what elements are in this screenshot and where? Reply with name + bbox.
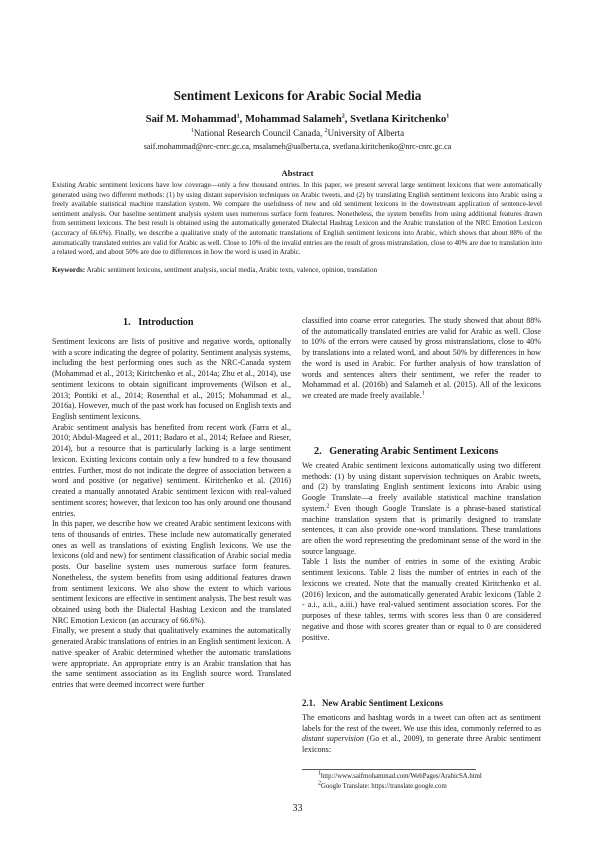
new-lexicons-paragraph [302, 713, 541, 756]
right-column-top [302, 316, 541, 402]
footnote-mark: 1 [421, 390, 425, 397]
affiliation-name: University of Alberta [327, 128, 405, 138]
footnotes [318, 772, 548, 792]
footnote-text: http://www.saifmohammad.com/WebPages/ArabicSA.html [321, 773, 482, 780]
right-column-bottom [302, 713, 541, 756]
intro-paragraph-2: Arabic sentiment analysis has benefited from recent work (Farra et al., 2010; Abdul-Mageed et al., 2011; Badaro et al., 2014; Refaee and Rieser, 2014), but a resource that is particularly lacking is a large sentiment lexicon. Existing lexicons contain only a few hundred to a few thousand entries. Further, most do not indicate the degree of association between a word and positive (or negative) sentiment. Kiritchenko et al. (2016) created a manually annotated Arabic sentiment lexicon with real-valued sentiment scores; however, that lexicon too has only around one thousand entries. [52, 422, 291, 518]
author-affiliation-mark: 2 [341, 113, 345, 120]
generating-paragraph-1a: We created Arabic sentiment lexicons automatically using two different methods: (1) by using distant supervision techniques on Arabic tweets, and (2) by translating English sentiment lexicons into Arabic using Google Translate—a freely available statistical machine translation system. [302, 461, 541, 513]
abstract-text: Existing Arabic sentiment lexicons have low coverage—only a few thousand entries. In this paper, we present several large sentiment lexicons that were automatically generated using two different methods: (1) by using distant supervision techniques on Arabic tweets, and (2) by translating English sentiment lexicons into Arabic using a freely available statistical machine translation system. We compare the usefulness of new and old sentiment lexicons in the downstream application of sentence-level sentiment analysis. Our baseline sentiment analysis system uses numerous surface form features. Nonetheless, the system benefits from using additional features drawn from sentiment lexicons. The best result is obtained using the automatically generated Dialectal Hashtag Lexicon and the Arabic translation of the NRC Emotion Lexicon (accuracy of 66.6%). Finally, we describe a qualitative study of the automatic translations of English sentiment lexicons into Arabic, which shows that about 88% of the automatically translated entries are valid for Arabic as well. Close to 10% of the invalid entries are the result of gross mistranslation, close to 40% are due to translation into a related word, and about 50% are due to differences in how the word is used in Arabic. [52, 181, 542, 257]
new-lexicons-emphasis: distant supervision [302, 734, 364, 744]
footnote-item [318, 782, 548, 792]
section-title: Introduction [138, 317, 194, 328]
section-heading-generating [314, 445, 498, 458]
generating-paragraph-1b: Even though Google Translate is a phrase-based statistical machine translation system that is primarily designed to translate sentences, it can also provide one-word translations. These translations are often the word representing the predominant sense of the word in the source language. [302, 503, 541, 556]
author-name: Svetlana Kiritchenko [350, 114, 447, 125]
keywords [52, 266, 542, 276]
footnote-item [318, 772, 548, 782]
author-emails: saif.mohammad@nrc-cnrc.gc.ca, msalameh@ualberta.ca, svetlana.kiritchenko@nrc-cnrc.gc.ca [143, 142, 452, 151]
page-number: 33 [292, 803, 303, 814]
generating-paragraph-1 [302, 461, 541, 557]
subsection-number: 2.1. [302, 698, 316, 708]
section-title: Generating Arabic Sentiment Lexicons [329, 446, 499, 457]
author-name: Mohammad Salameh [244, 114, 342, 125]
keywords-label: Keywords: [52, 266, 86, 274]
intro-paragraph-5 [302, 316, 541, 402]
generating-paragraph-2: Table 1 lists the number of entries in some of the existing Arabic sentiment lexicons. Table 2 lists the number of entries in each of the lexicons we created. Note that the manually created Kiritchenko et al. (2016) lexicon, and the automatically generated Arabic lexicons (Table 2 - a.i., a.ii., a.iii.) have real-valued sentiment association scores. For the purposes of these tables, terms with scores less than 0 are considered negative and those with scores greater than or equal to 0 are considered positive. [302, 557, 541, 642]
keywords-text: Arabic sentiment lexicons, sentiment analysis, social media, Arabic texts, valence, opinion, translation [86, 266, 378, 274]
affiliation-name: National Research Council Canada [193, 128, 321, 138]
section-number: 1. [123, 317, 131, 328]
footnote-mark: 2 [326, 503, 330, 510]
affiliation-number: 1 [190, 128, 194, 134]
abstract-heading: Abstract [281, 168, 314, 178]
affiliation-number: 2 [324, 128, 328, 134]
footnote-number: 2 [318, 780, 321, 787]
new-lexicons-text-a: The emoticons and hashtag words in a tweet can often act as sentiment labels for the rest of the tweet. We use this idea, commonly referred to as [302, 713, 541, 733]
subsection-heading-new-lexicons [302, 697, 443, 709]
left-column [52, 337, 291, 691]
paper-title: Sentiment Lexicons for Arabic Social Media [173, 88, 422, 103]
intro-paragraph-1: Sentiment lexicons are lists of positive and negative words, optionally with a score indicating the degree of polarity. Sentiment analysis systems, including the best performing ones such as the NRC-Canada system (Mohammad et al., 2013; Kiritchenko et al., 2014a; Zhu et al., 2014), use sentiment lexicons to obtain significant improvements (Wilson et al., 2013; Pontiki et al., 2014; Rosenthal et al., 2015; Mohammad et al., 2016a). However, much of the past work has focused on English texts and English sentiment lexicons. [52, 337, 291, 422]
affiliation-line: $^1$National Research Council Canada, $^2$University of Alberta [190, 128, 405, 138]
author-affiliation-mark: 1 [446, 113, 450, 120]
section-heading-introduction [123, 316, 194, 329]
author-affiliation-mark: 1 [236, 113, 240, 120]
footnote-text: Google Translate: https://translate.google.com [321, 783, 447, 790]
intro-paragraph-3: In this paper, we describe how we created Arabic sentiment lexicons with tens of thousands of entries. These include new automatically generated ones as well as translations of existing English lexicons. We use the lexicons (old and new) for sentiment classification of Arabic social media posts. Our baseline system uses numerous surface form features. Nonetheless, the system benefits from using additional features drawn from sentiment lexicons. We also show the extent to which various sentiment lexicons are effective in sentiment analysis. The best result was obtained using both the Dialectal Hashtag Lexicon and the translated NRC Emotion Lexicon (an accuracy of 66.6%). [52, 519, 291, 625]
subsection-title: New Arabic Sentiment Lexicons [321, 698, 444, 708]
footnote-number: 1 [318, 770, 321, 777]
section-number: 2. [314, 446, 322, 457]
right-column-middle [302, 461, 541, 643]
footnote-divider [302, 769, 476, 770]
intro-paragraph-5-text: classified into coarse error categories. The study showed that about 88% of the automatically translated entries are valid for Arabic as well. Close to 10% of the errors were caused by gross mistranslations, close to 40% by translations into a related word, and about 50% by differences in how the word is used in Arabic. For further analysis of how translation of words and sentences alters their sentiment, we refer the reader to Mohammad et al. (2016b) and Salameh et al. (2015). All of the lexicons we created are made freely available. [302, 316, 541, 401]
new-lexicons-text-b: (Go et al., 2009), to generate three Arabic sentiment lexicons: [302, 734, 541, 755]
author-list: Saif M. Mohammad$^1$, Mohammad Salameh$^2$, Svetlana Kiritchenko$^1$ [145, 113, 450, 125]
intro-paragraph-4: Finally, we present a study that qualitatively examines the automatically generated Arabic translations of entries in an English sentiment lexicon. A native speaker of Arabic determined whether the automatic translations were appropriate. An appropriate entry is an Arabic translation that has the same sentiment association as its English source word. Translated entries that were deemed incorrect were further [52, 626, 291, 689]
author-name: Saif M. Mohammad [145, 114, 237, 125]
